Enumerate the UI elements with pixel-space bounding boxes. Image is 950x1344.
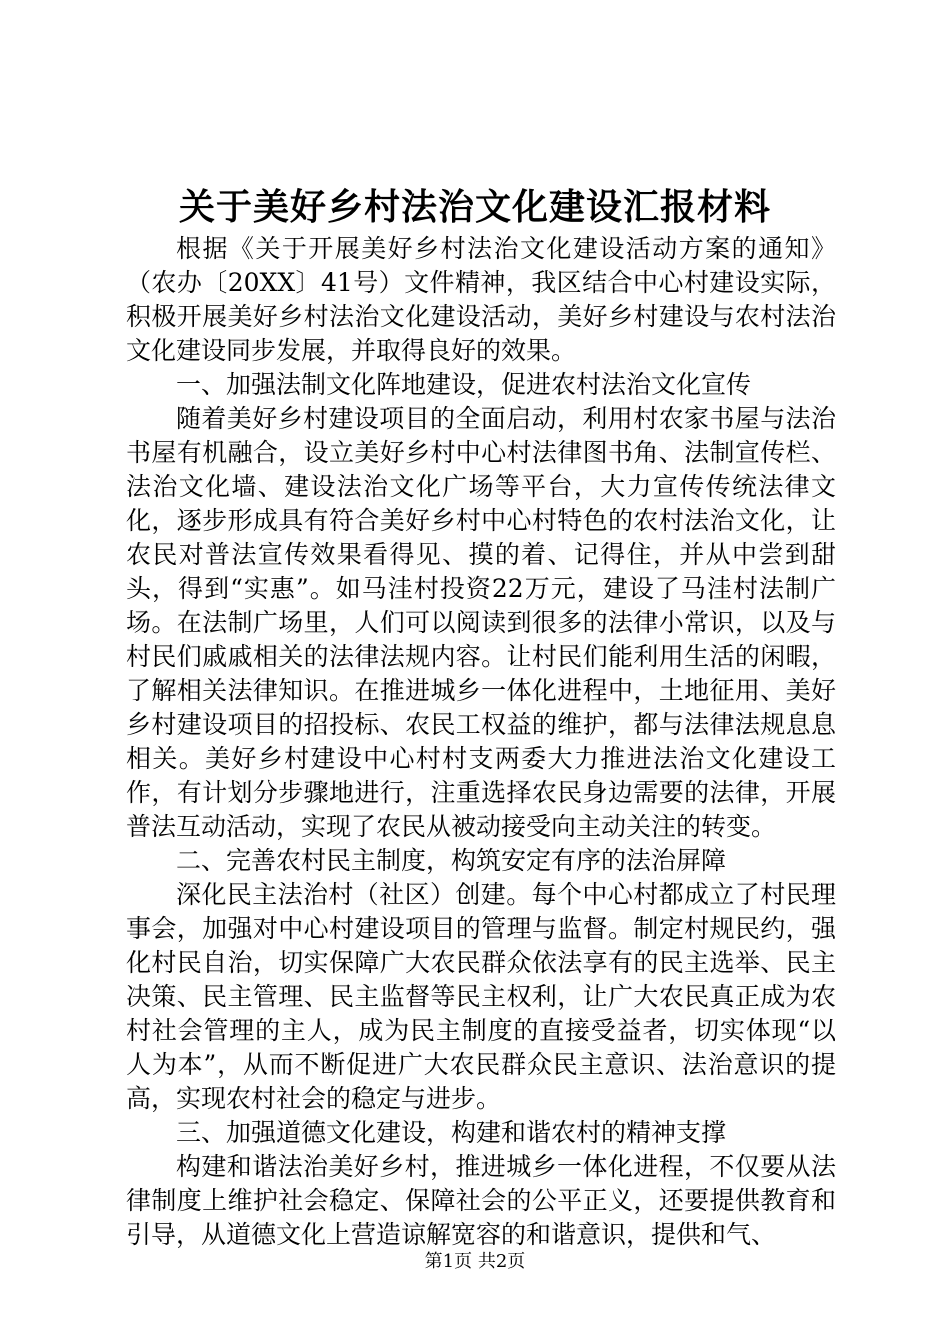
intro-paragraph: 根据《关于开展美好乡村法治文化建设活动方案的通知》（农办〔20XX〕41号）文件精神，我区结合中心村建设实际，积极开展美好乡村法治文化建设活动，美好乡村建设与农村法治文化建设同步发展，并取得良好的效果。 xyxy=(126,234,836,365)
document-body xyxy=(126,232,836,1252)
section-paragraph-1: 随着美好乡村建设项目的全面启动，利用村农家书屋与法治书屋有机融合，设立美好乡村中心村法律图书角、法制宣传栏、法治文化墙、建设法治文化广场等平台，大力宣传传统法律文化，逐步形成具有符合美好乡村中心村特色的农村法治文化，让农民对普法宣传效果看得见、摸的着、记得住，并从中尝到甜头，得到“实惠”。如马洼村投资22万元，建设了马洼村法制广场。在法制广场里，人们可以阅读到很多的法律小常识，以及与村民们戚戚相关的法律法规内容。让村民们能利用生活的闲暇，了解相关法律知识。在推进城乡一体化进程中，土地征用、美好乡村建设项目的招投标、农民工权益的维护，都与法律法规息息相关。美好乡村建设中心村村支两委大力推进法治文化建设工作，有计划分步骤地进行，注重选择农民身边需要的法律，开展普法互动活动，实现了农民从被动接受向主动关注的转变。 xyxy=(126,404,836,841)
document-title: 关于美好乡村法治文化建设汇报材料 xyxy=(178,187,771,228)
section-paragraph-2: 深化民主法治村（社区）创建。每个中心村都成立了村民理事会，加强对中心村建设项目的管理与监督。制定村规民约，强化村民自治，切实保障广大农民群众依法享有的民主选举、民主决策、民主管理、民主监督等民主权利，让广大农民真正成为农村社会管理的主人，成为民主制度的直接受益者，切实体现“以人为本”，从而不断促进广大农民群众民主意识、法治意识的提高，实现农村社会的稳定与进步。 xyxy=(126,880,836,1113)
section-heading-3: 三、加强道德文化建设，构建和谐农村的精神支撑 xyxy=(176,1118,727,1147)
section-heading-2: 二、完善农村民主制度，构筑安定有序的法治屏障 xyxy=(176,846,727,875)
page-number-footer: 第1页 共2页 xyxy=(424,1251,526,1272)
section-paragraph-3: 构建和谐法治美好乡村，推进城乡一体化进程，不仅要从法律制度上维护社会稳定、保障社会的公平正义，还要提供教育和引导，从道德文化上营造谅解宽容的和谐意识，提供和气、 xyxy=(126,1152,836,1249)
section-heading-1: 一、加强法制文化阵地建设，促进农村法治文化宣传 xyxy=(176,370,752,399)
